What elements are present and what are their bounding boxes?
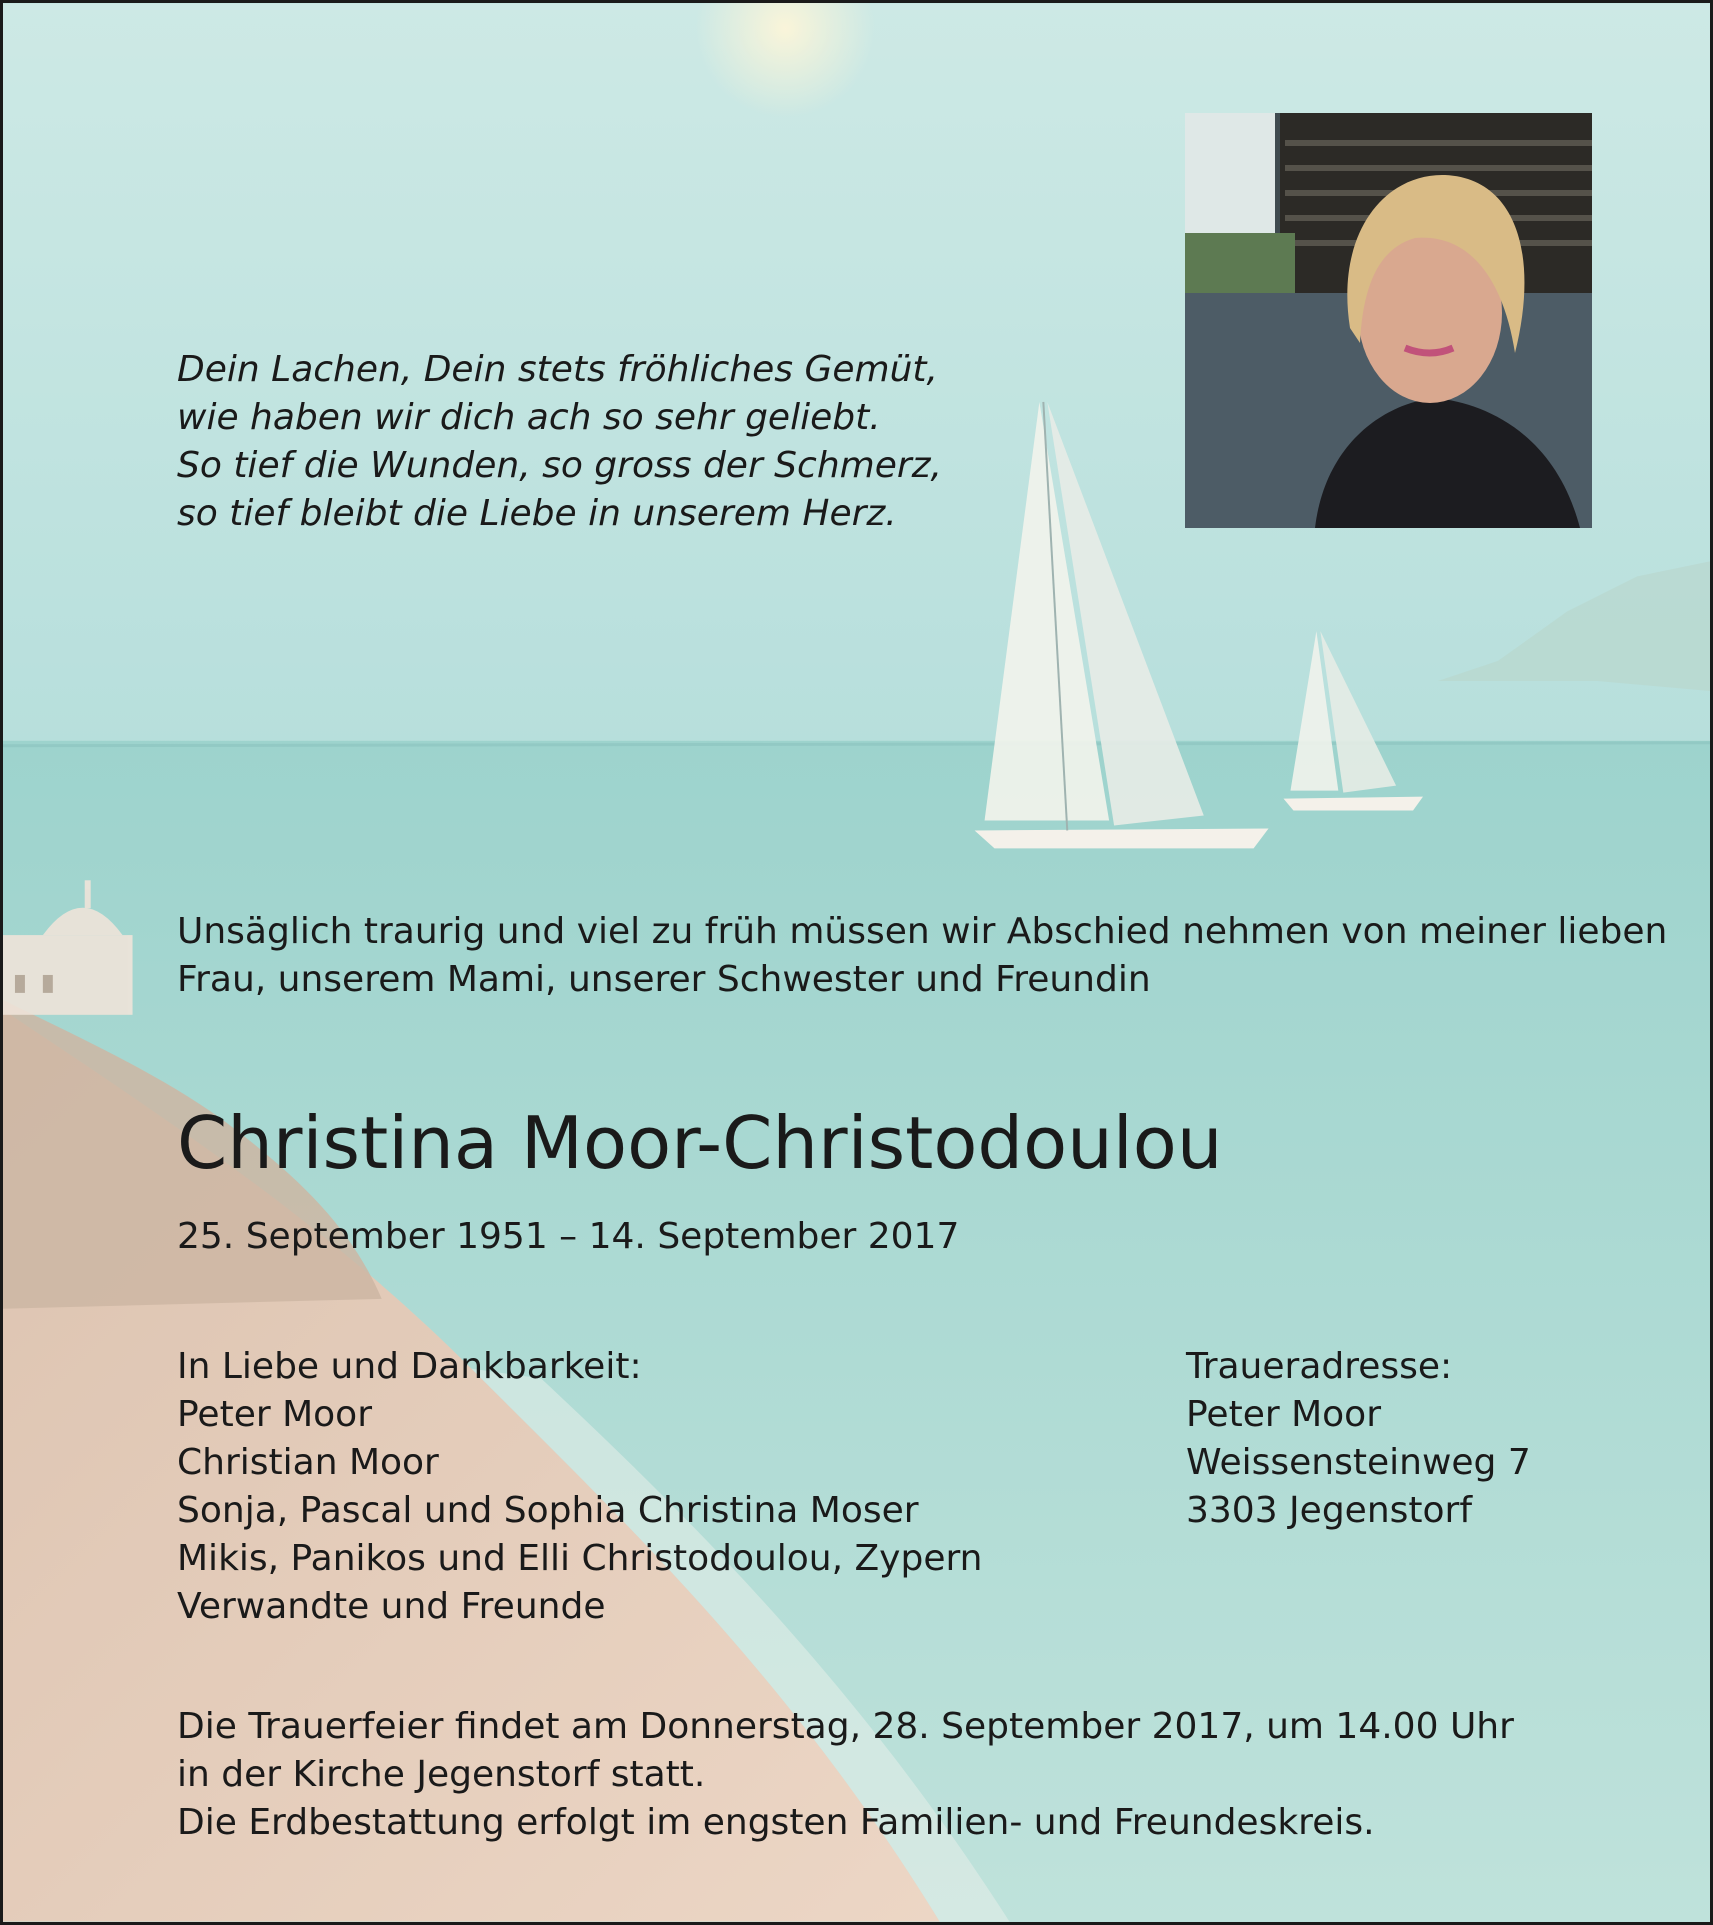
poem-line: wie haben wir dich ach so sehr geliebt. xyxy=(177,397,881,438)
portrait-photo xyxy=(1185,113,1592,528)
mourner-name: Peter Moor xyxy=(177,1394,372,1435)
mourners-heading: In Liebe und Dankbarkeit: xyxy=(177,1346,642,1387)
mourner-name: Verwandte und Freunde xyxy=(177,1586,606,1627)
poem-line: so tief bleibt die Liebe in unserem Herz. xyxy=(177,493,897,534)
mourner-name: Mikis, Panikos und Elli Christodoulou, Zypern xyxy=(177,1538,983,1579)
mourners-list xyxy=(177,1343,982,1631)
address-line: 3303 Jegenstorf xyxy=(1186,1490,1473,1531)
service-line: in der Kirche Jegenstorf statt. xyxy=(177,1754,706,1795)
intro-line: Frau, unserem Mami, unserer Schwester und Freundin xyxy=(177,959,1151,1000)
life-dates: 25. September 1951 – 14. September 2017 xyxy=(177,1216,960,1257)
memorial-poem xyxy=(177,346,997,538)
poem-line: Dein Lachen, Dein stets fröhliches Gemüt, xyxy=(177,349,938,390)
mourning-address xyxy=(1186,1343,1531,1535)
address-heading: Traueradresse: xyxy=(1186,1346,1453,1387)
mourner-name: Christian Moor xyxy=(177,1442,439,1483)
address-line: Peter Moor xyxy=(1186,1394,1381,1435)
address-line: Weissensteinweg 7 xyxy=(1186,1442,1531,1483)
poem-line: So tief die Wunden, so gross der Schmerz, xyxy=(177,445,942,486)
service-line: Die Trauerfeier findet am Donnerstag, 28. September 2017, um 14.00 Uhr xyxy=(177,1706,1514,1747)
mourner-name: Sonja, Pascal und Sophia Christina Moser xyxy=(177,1490,919,1531)
announcement-intro xyxy=(177,908,1667,1004)
deceased-name: Christina Moor-Christodoulou xyxy=(177,1101,1223,1185)
funeral-service-info xyxy=(177,1703,1514,1847)
intro-line: Unsäglich traurig und viel zu früh müssen wir Abschied nehmen von meiner lieben xyxy=(177,911,1668,952)
service-line: Die Erdbestattung erfolgt im engsten Familien- und Freundeskreis. xyxy=(177,1802,1375,1843)
